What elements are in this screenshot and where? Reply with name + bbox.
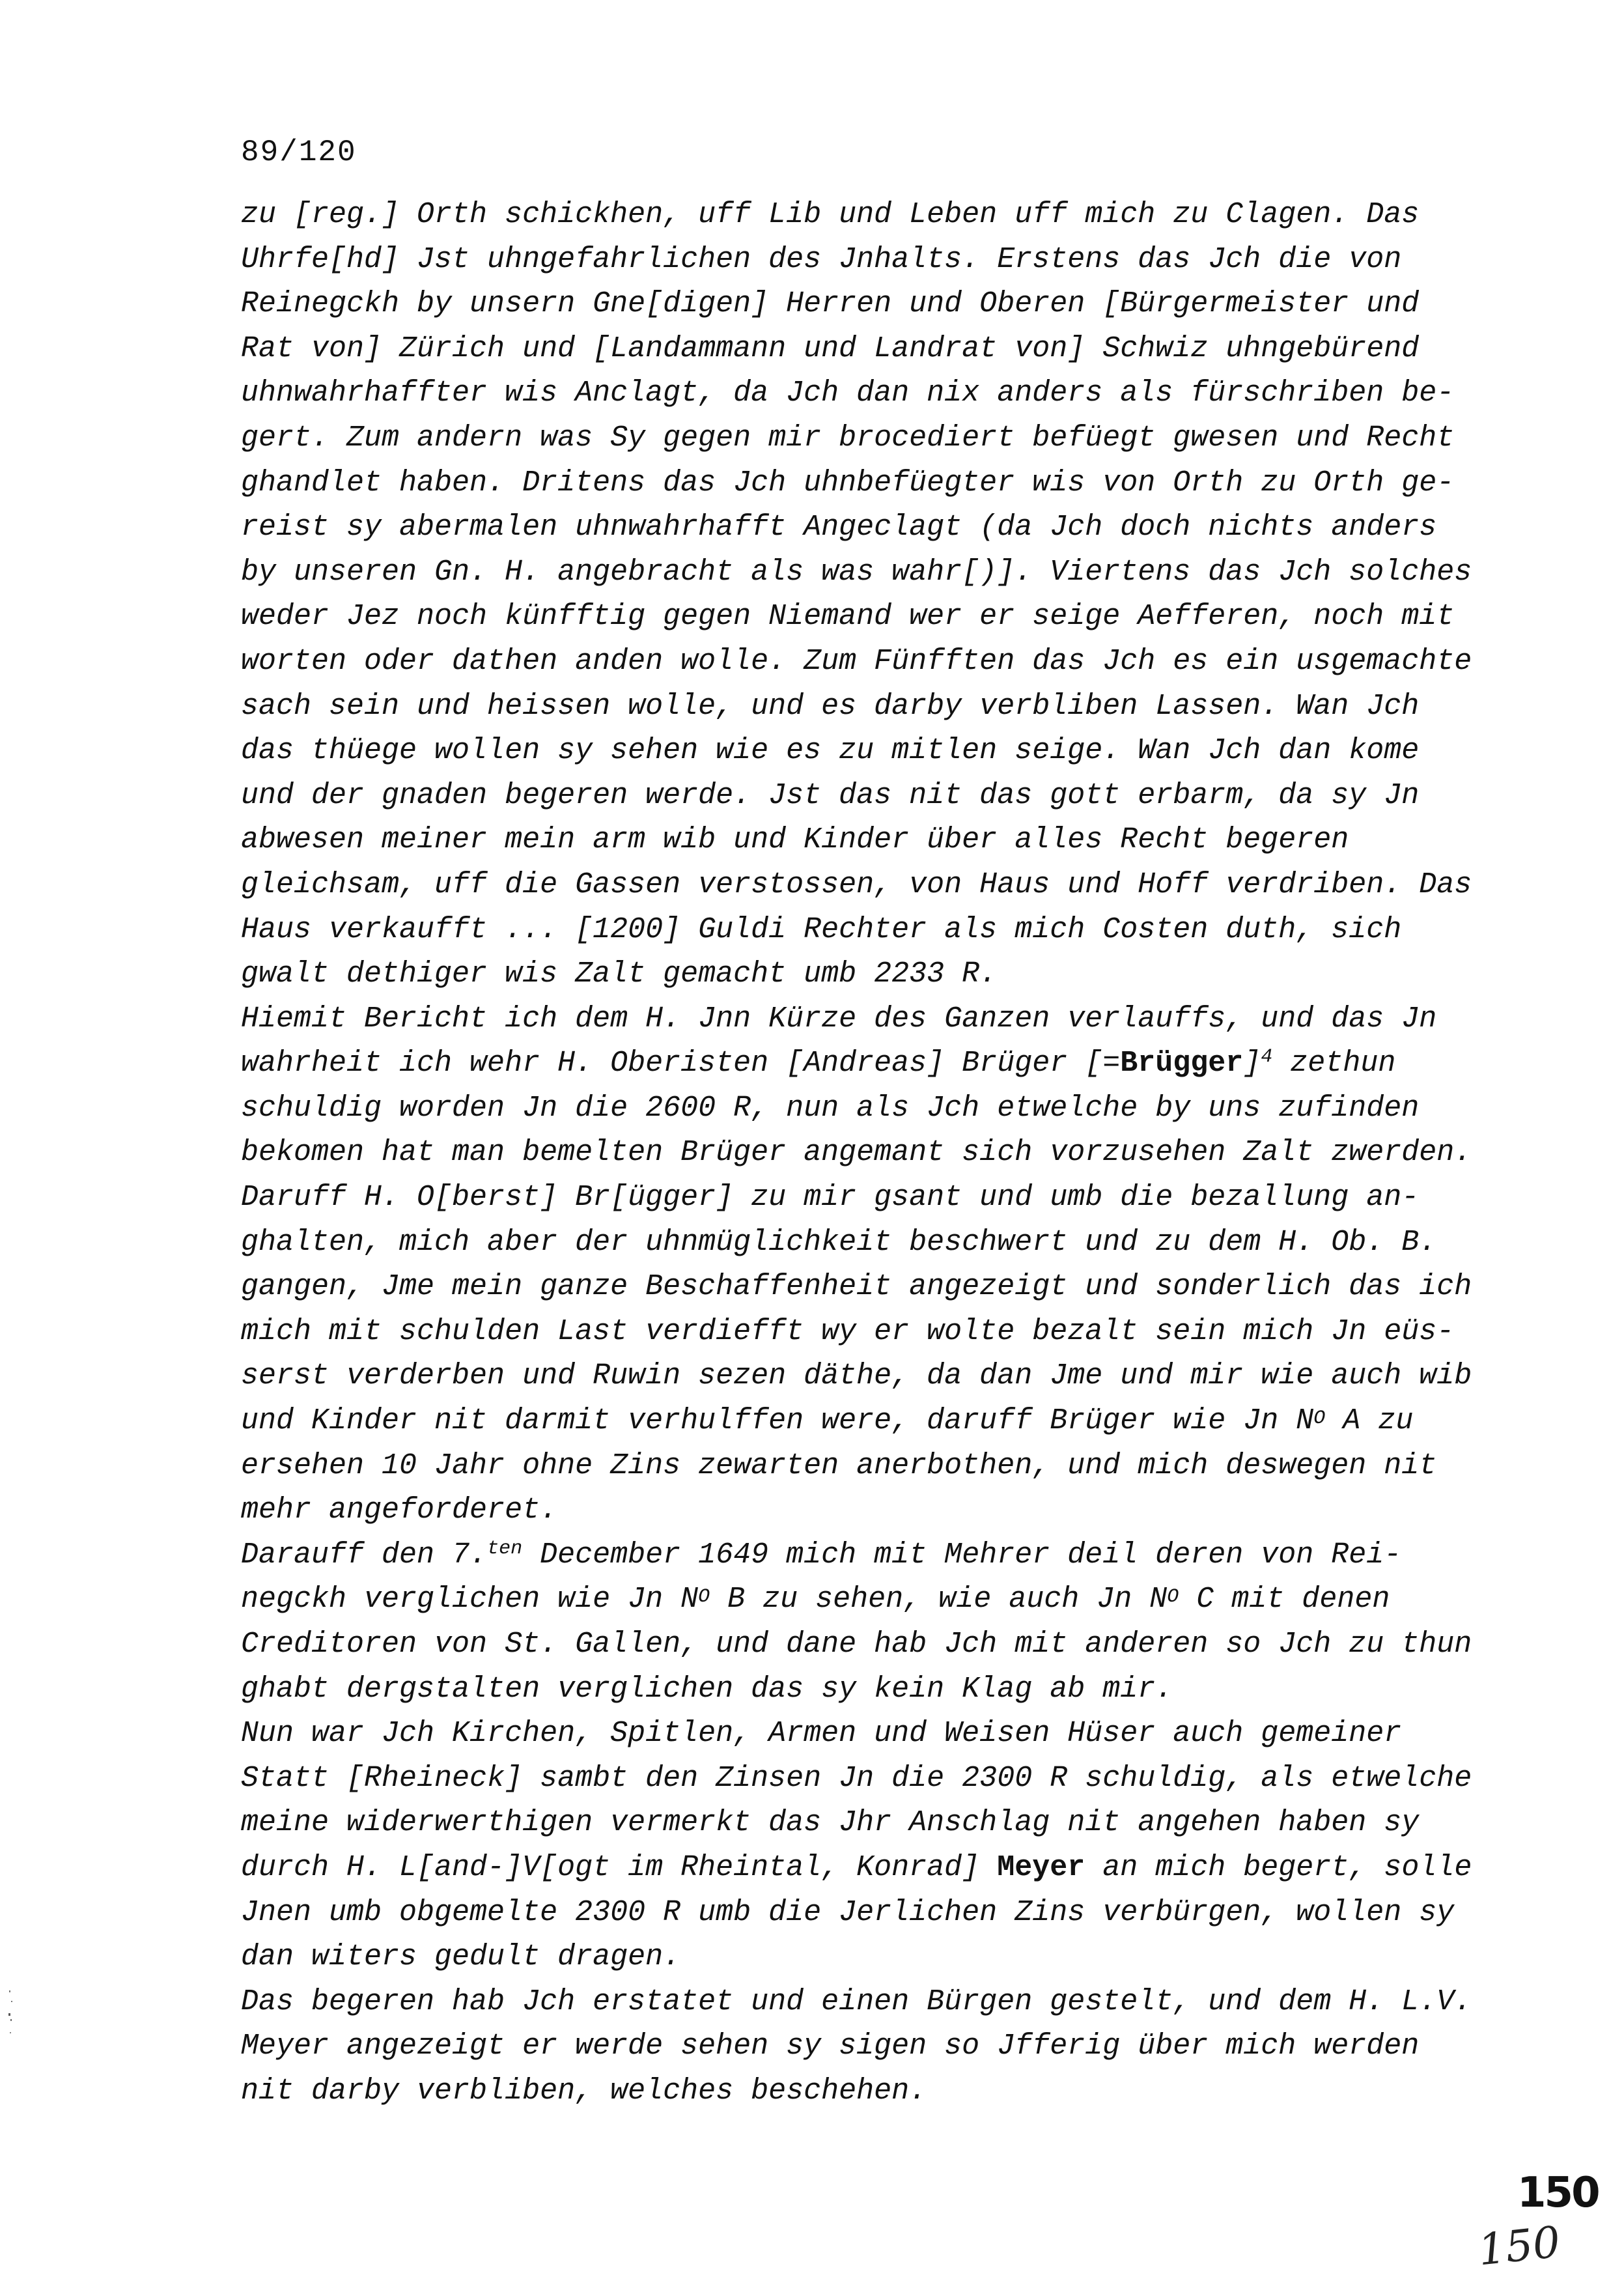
text-line: Nun war Jch Kirchen, Spitlen, Armen und Weisen Hüser auch gemeiner: [241, 1717, 1402, 1751]
text-line: uhnwahrhaffter wis Anclagt, da Jch dan nix anders als fürschriben be-: [241, 376, 1455, 410]
superscript: O: [1313, 1407, 1326, 1430]
transcription-body: [241, 193, 1511, 2114]
text-line: wahrheit ich wehr H. Oberisten [Andreas] Brüger [=Brügger]$^4$ zethun: [241, 1046, 1396, 1081]
text-line: weder Jez noch künfftig gegen Niemand wer er seige Aefferen, noch mit: [241, 600, 1455, 634]
text-line: dan witers gedult dragen.: [241, 1940, 681, 1974]
text-line: meine widerwerthigen vermerkt das Jhr Anschlag nit angehen haben sy: [241, 1806, 1420, 1840]
text-line: Hiemit Bericht ich dem H. Jnn Kürze des Ganzen verlauffs, und das Jn: [241, 1002, 1437, 1036]
text-line: Rat von] Zürich und [Landammann und Landrat von] Schwiz uhngebürend: [241, 332, 1420, 365]
text-line: gangen, Jme mein ganze Beschaffenheit angezeigt und sonderlich das ich: [241, 1270, 1472, 1304]
text-line: Jnen umb obgemelte 2300 R umb die Jerlichen Zins verbürgen, wollen sy: [241, 1895, 1455, 1929]
handwritten-page-number: 150: [1476, 2216, 1563, 2276]
text-line: gwalt dethiger wis Zalt gemacht umb 2233 R.: [241, 957, 998, 991]
text-line: und Kinder nit darmit verhulffen were, daruff Brüger wie Jn $N^O$ A zu: [241, 1404, 1414, 1438]
text-line: Meyer angezeigt er werde sehen sy sigen so Jfferig über mich werden: [241, 2029, 1420, 2063]
text-line: serst verderben und Ruwin sezen däthe, da dan Jme und mir wie auch wib: [241, 1359, 1472, 1393]
text-line: durch H. L[and-]V[ogt im Rheintal, Konrad] Meyer an mich begert, solle: [241, 1850, 1472, 1884]
text-line: Uhrfe[hd] Jst uhngefahrlichen des Jnhalts. Erstens das Jch die von: [241, 242, 1402, 276]
text-line: ersehen 10 Jahr ohne Zins zewarten anerbothen, und mich deswegen nit: [241, 1449, 1437, 1482]
text-line: ghalten, mich aber der uhnmüglichkeit beschwert und zu dem H. Ob. B.: [241, 1225, 1437, 1259]
archive-page-stamp: 150: [1517, 2169, 1599, 2217]
text-line: Haus verkaufft ... [1200] Guldi Rechter als mich Costen duth, sich: [241, 912, 1402, 946]
scan-margin-speckle: [7, 1986, 16, 2045]
text-line: zu [reg.] Orth schickhen, uff Lib und Leben uff mich zu Clagen. Das: [241, 198, 1420, 231]
text-line: Das begeren hab Jch erstatet und einen Bürgen gestelt, und dem H. L.V.: [241, 1985, 1472, 2018]
text-line: by unseren Gn. H. angebracht als was wahr[)]. Viertens das Jch solches: [241, 555, 1472, 589]
text-line: bekomen hat man bemelten Brüger angemant sich vorzusehen Zalt zwerden.: [241, 1136, 1472, 1170]
text-line: und der gnaden begeren werde. Jst das nit das gott erbarm, da sy Jn: [241, 778, 1420, 812]
bold-name: Meyer: [997, 1850, 1085, 1884]
text-line: ghandlet haben. Dritens das Jch uhnbefüegter wis von Orth zu Orth ge-: [241, 466, 1455, 500]
superscript: O: [698, 1586, 710, 1609]
text-line: mehr angeforderet.: [241, 1493, 558, 1527]
text-line: Statt [Rheineck] sambt den Zinsen Jn die 2300 R schuldig, als etwelche: [241, 1761, 1472, 1795]
text-line: negckh verglichen wie Jn $N^O$ B zu sehen, wie auch Jn $N^O$ C mit denen: [241, 1583, 1390, 1617]
bold-name: Brügger: [1120, 1047, 1244, 1081]
text-line: ghabt dergstalten verglichen das sy kein Klag ab mir.: [241, 1672, 1173, 1706]
text-line: reist sy abermalen uhnwahrhafft Angeclagt (da Jch doch nichts anders: [241, 511, 1437, 544]
text-line: mich mit schulden Last verdiefft wy er wolte bezalt sein mich Jn eüs-: [241, 1314, 1455, 1348]
text-line: gleichsam, uff die Gassen verstossen, von Haus und Hoff verdriben. Das: [241, 868, 1472, 901]
page-number: 89/120: [241, 135, 357, 169]
footnote-marker: 4: [1261, 1046, 1273, 1069]
text-line: Darauff den 7.$^{ten}$ December 1649 mich mit Mehrer deil deren von Rei-: [241, 1537, 1402, 1572]
text-line: Creditoren von St. Gallen, und dane hab Jch mit anderen so Jch zu thun: [241, 1628, 1472, 1661]
text-line: worten oder dathen anden wolle. Zum Fünfften das Jch es ein usgemachte: [241, 644, 1472, 678]
text-line: das thüege wollen sy sehen wie es zu mitlen seige. Wan Jch dan kome: [241, 734, 1420, 768]
text-line: Daruff H. O[berst] Br[ügger] zu mir gsant und umb die bezallung an-: [241, 1181, 1420, 1215]
text-line: schuldig worden Jn die 2600 R, nun als Jch etwelche by uns zufinden: [241, 1091, 1420, 1125]
text-line: nit darby verbliben, welches beschehen.: [241, 2074, 927, 2108]
text-line: abwesen meiner mein arm wib und Kinder über alles Recht begeren: [241, 823, 1349, 857]
superscript: O: [1167, 1586, 1179, 1609]
text-line: gert. Zum andern was Sy gegen mir brocediert befüegt gwesen und Recht: [241, 421, 1455, 455]
text-line: sach sein und heissen wolle, und es darby verbliben Lassen. Wan Jch: [241, 689, 1420, 723]
superscript: ten: [487, 1537, 523, 1560]
text-line: Reinegckh by unsern Gne[digen] Herren und Oberen [Bürgermeister und: [241, 287, 1420, 321]
